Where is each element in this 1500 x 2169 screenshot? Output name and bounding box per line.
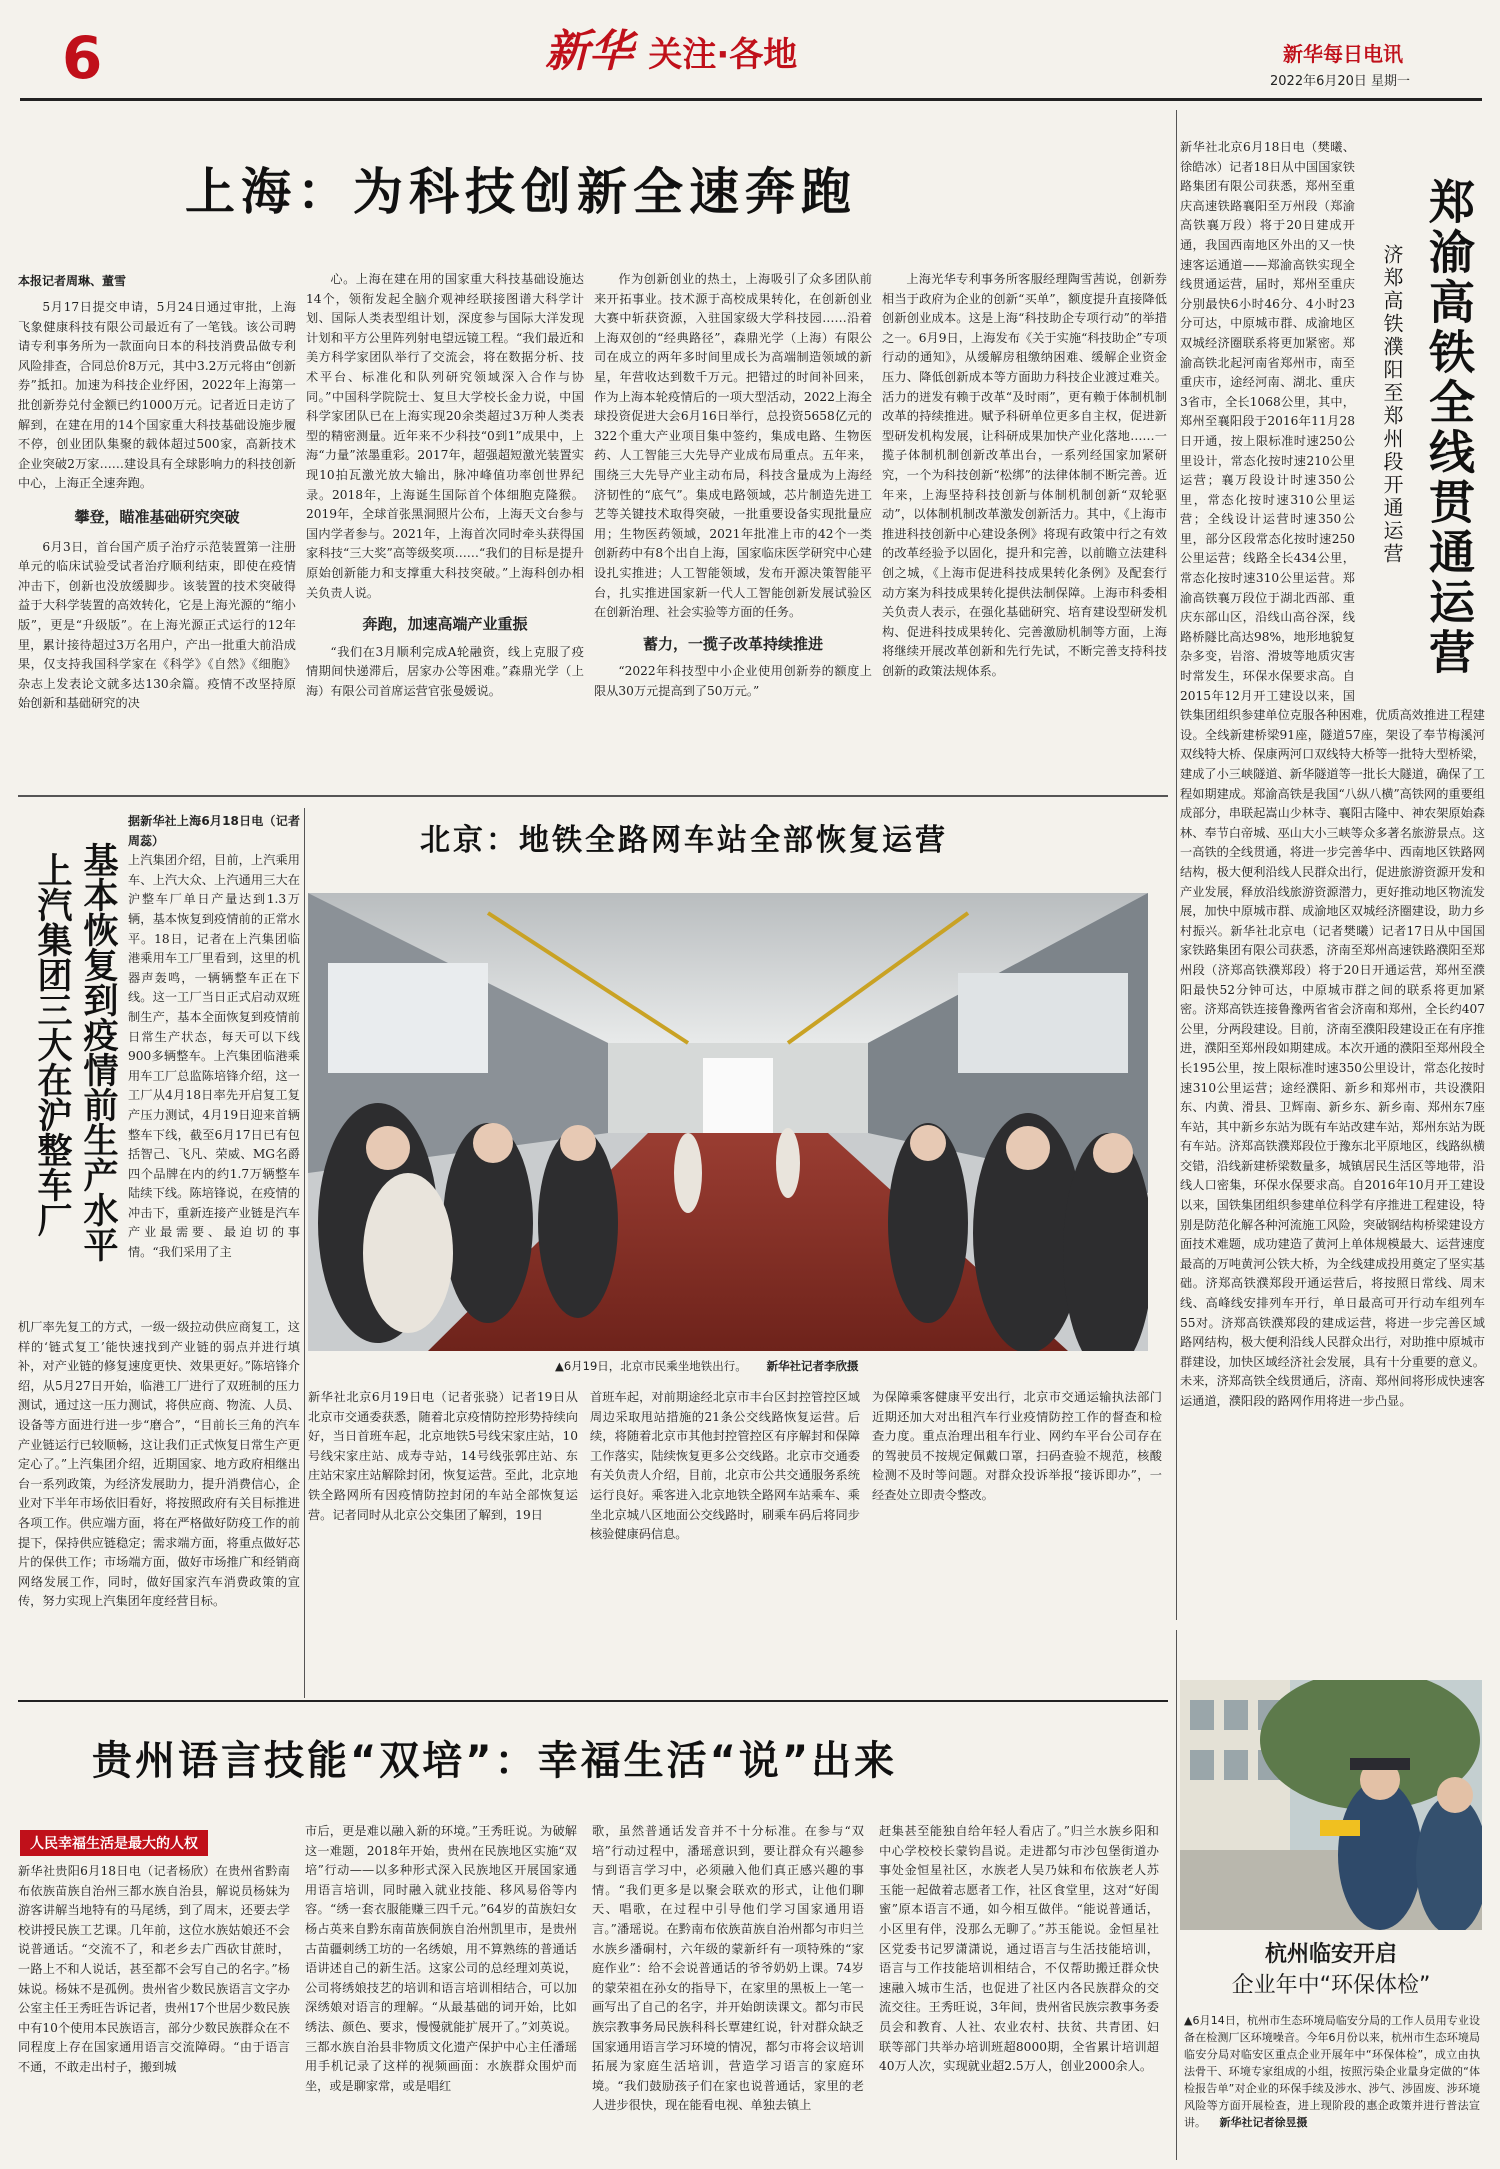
subtitle-zhengyu: 济郑高铁濮阳至郑州段开通运营 bbox=[1380, 244, 1404, 566]
zhengyu-text bbox=[1180, 138, 1485, 1728]
beijing-col-3 bbox=[872, 1388, 1162, 1688]
beijing-photo bbox=[308, 893, 1148, 1351]
guizhou-col-4-body: 赶集甚至能独自给年轻人看店了。”归兰水族乡阳和中心学校校长蒙钧昌说。走进都匀市沙包堡街道办事处金恒星社区，水族老人吴乃妹和布依族老人苏玉能一起做着志愿者工作，社区食堂里，这对“好闺蜜”原本语言不通，如今相互做伴。“能说普通话，小区里有伴，没那么无聊了。”苏玉能说。金恒星社区党委书记罗潇潇说，通过语言与生活技能培训，语言与工作技能培训相结合，不仅帮助搬迁群众快速融入城市生活，也促进了社区内各民族群众的交流交往。王秀旺说，3年间，贵州省民族宗教事务委员会和教育、人社、农业农村、扶贫、共青团、妇联等部门共举办培训班超8000期，全省累计培训超40万人次，实现就业超2.5万人，创业2000余人。 bbox=[879, 1824, 1159, 2074]
inspection-photo-illustration bbox=[1180, 1680, 1482, 1930]
shanghai-bottom-rule bbox=[18, 795, 1168, 797]
hangzhou-caption bbox=[1184, 2012, 1480, 2162]
zhengyu-left-rule bbox=[1176, 110, 1177, 1620]
headline-saic-2: 基本恢复到疫情前生产水平 bbox=[78, 842, 118, 1262]
paper-name: 新华每日电讯 bbox=[1283, 42, 1403, 66]
guizhou-col-1-body: 新华社贵阳6月18日电（记者杨欣）在贵州省黔南布依族苗族自治州三都水族自治县，解说员杨妹为游客讲解当地特有的马尾绣，到了周末，还要去学校讲授民族工艺课。几年前，这位水族姑娘还不会说普通话。“交流不了，和老乡去广西砍甘蔗时，一路上不和人说话，甚至都不会写自己的名字。”杨妹说。杨妹不是孤例。贵州省少数民族语言文字办公室主任王秀旺告诉记者，贵州17个世居少数民族中有10个使用本民族语言，部分少数民族群众在不同程度上存在国家通用语言交流障碍。“由于语言不通，不敢走出村子，搬到城 bbox=[18, 1864, 290, 2074]
issue-date: 2022年6月20日 星期一 bbox=[1270, 74, 1411, 89]
headline-hangzhou-2: 企业年中“环保体检” bbox=[1231, 1973, 1431, 1998]
beijing-col-1 bbox=[308, 1388, 578, 1688]
hangzhou-left-rule bbox=[1176, 1630, 1177, 2160]
beijing-caption-text: ▲6月19日，北京市民乘坐地铁出行。 bbox=[555, 1359, 747, 1373]
guizhou-top-rule bbox=[18, 1700, 1168, 1702]
saic-dateline: 据新华社上海6月18日电（记者周蕊） bbox=[128, 814, 300, 848]
page-number: 6 bbox=[62, 24, 103, 92]
hangzhou-caption-text: ▲6月14日，杭州市生态环境局临安分局的工作人员用专业设备在检测厂区环境噪音。今年6月份以来，杭州市生态环境局临安分局对临安区重点企业开展年中“环保体检”，成立由执法骨干、环境专家组成的小组，按照污染企业量身定做的“体检报告单”对企业的环保手续及涉水、涉气、涉固废、涉环境风险等方面开展检查，进上现阶段的惠企政策并进行普法宣讲。 bbox=[1184, 2014, 1480, 2129]
headline-beijing: 北京：地铁全路网车站全部恢复运营 bbox=[420, 823, 948, 858]
subway-car-illustration bbox=[308, 893, 1148, 1351]
shanghai-col-2-para-b: “我们在3月顺利完成A轮融资，线上克服了疫情期间快递滞后，居家办公等困难。”森鼎光学（上海）有限公司首席运营官张曼媛说。 bbox=[306, 644, 584, 698]
beijing-col-2-body: 首班车起，对前期途经北京市丰台区封控管控区域周边采取甩站措施的21条公交线路恢复运营。后续，将随着北京市其他封控管控区有序解封和保障工作落实，陆续恢复更多公交线路。北京市交通委有关负责人介绍，目前，北京市公共交通服务系统运行良好。乘客进入北京地铁全路网车站乘车、乘坐北京城八区地面公交线路时，刷乘车码后将同步核验健康码信息。 bbox=[590, 1390, 860, 1542]
guizhou-tag: 人民幸福生活是最大的人权 bbox=[20, 1830, 208, 1856]
byline-shanghai: 本报记者周琳、董雪 bbox=[18, 274, 127, 288]
headline-zhengyu: 郑渝高铁全线贯通运营 bbox=[1422, 178, 1476, 678]
guizhou-col-3-body: 歌，虽然普通话发音并不十分标准。在参与“双培”行动过程中，潘瑶意识到，要让群众有兴趣参与到语言学习中，必须融入他们真正感兴趣的事情。“我们更多是以聚会联欢的形式，让他们聊天、唱歌，在过程中引导他们学习国家通用语言。”潘瑶说。在黔南布依族苗族自治州都匀市归兰水族乡潘硐村，六年级的蒙新纤有一项特殊的“家庭作业”：给不会说普通话的爷爷奶奶上课。74岁的蒙荣祖在孙女的指导下，在家里的黑板上一笔一画写出了自己的名字，并开始朗读课文。都匀市民族宗教事务局民族科科长覃建红说，针对群众缺乏国家通用语言学习环境的情况，都匀市将会议培训拓展为家庭生活培训，营造学习语言的家庭环境。“我们鼓励孩子们在家也说普通话，家里的老人进步很快，现在能看电视、单独去镇上 bbox=[592, 1824, 864, 2113]
saic-narrow-body: 上汽集团介绍，目前，上汽乘用车、上汽大众、上汽通用三大在沪整车厂单日产量达到1.3万辆，基本恢复到疫情前的正常水平。18日，记者在上汽集团临港乘用车工厂里看到，这里的机器声轰鸣，一辆辆整车正在下线。这一工厂当日正式启动双班制生产，基本全面恢复到疫情前日常生产状态，每天可以下线900多辆整车。上汽集团临港乘用车工厂总监陈培锋介绍，这一工厂从4月18日率先开启复工复产压力测试，4月19日迎来首辆整车下线，截至6月17日已有包括智己、飞凡、荣威、MG名爵四个品牌在内的约1.7万辆整车陆续下线。陈培锋说，在疫情的冲击下，重新连接产业链是汽车产业最需要、最迫切的事情。“我们采用了主 bbox=[128, 853, 300, 1260]
shanghai-col-3-para-a: 作为创新创业的热土，上海吸引了众多团队前来开拓事业。技术源于高校成果转化，在创新创业大赛中斩获资源，入驻国家级大学科技园……沿着上海双创的“经典路径”，森鼎光学（上海）有限公司在成立的两年多时间里成长为高端制造领域的新星，年营收达到数千万元。把错过的时间补回来，作为上海本轮疫情后的一项大型活动，2022上海全球投资促进大会6月16日举行，总投资5658亿元的322个重大产业项目集中签约，集成电路、生物医药、人工智能三大先导产业成布局重点。五年来，围绕三大先导产业主动布局，科技含量成为上海经济韧性的“底气”。集成电路领域，芯片制造先进工艺等关键技术取得突破，一批重要设备实现批量应用；生物医药领域，2021年批准上市的42个一类创新药中有8个出自上海，国家临床医学研究中心建设扎实推进；人工智能领域，发布开源决策智能平台，扎实推进国家新一代人工智能创新发展试验区在创新治理、社会实验等方面的任务。 bbox=[594, 272, 872, 620]
guizhou-col-1 bbox=[18, 1862, 290, 2162]
shanghai-col-1-para-b: 6月3日，首台国产质子治疗示范装置第一注册单元的临床试验受试者治疗顺利结束，即使在疫情冲击下，创新也没放缓脚步。该装置的技术突破得益于大科学装置的高效转化，它是上海光源的“缩小版”，更是“升级版”。在上海光源正式运行的12年里，累计接待超过3万名用户，产出一批重大前沿成果，仅支持我国科学家在《科学》《自然》《细胞》杂志上发表论文就多达130余篇。疫情不改坚持原始创新和基础研究的决 bbox=[18, 539, 296, 711]
zhengyu-body: 新华社北京6月18日电（樊曦、徐皓冰）记者18日从中国国家铁路集团有限公司获悉，郑州至重庆高速铁路襄阳至万州段（郑渝高铁襄万段）将于20日建成开通，我国西南地区外出的又一快速客运通道——郑渝高铁实现全线贯通运营，届时，郑州至重庆分别最快6小时46分、4小时23分可达，中原城市群、成渝地区双城经济圈联系将更加紧密。郑渝高铁北起河南省郑州市，南至重庆市，途经河南、湖北、重庆3省市，全长1068公里，其中，郑州至襄阳段于2016年11月28日开通，按上限标准时速250公里设计，常态化按时速210公里运营；襄万段设计时速350公里，常态化按时速310公里运营；全线设计运营时速350公里，部分区段常态化按时速250公里运营；线路全长434公里，常态化按时速310公里运营。郑渝高铁襄万段位于湖北西部、重庆东部山区，沿线山高谷深，线路桥隧比高达98%，地形地貌复杂多变，岩溶、滑坡等地质灾害时常发生，环保水保要求高。自2015年12月开工建设以来，国铁集团组织参建单位克服各种困难，优质高效推进工程建设。全线新建桥梁91座，隧道57座，架设了奉节梅溪河双线特大桥、保康两河口双线特大桥等一批特大型桥梁，建成了小三峡隧道、新华隧道等一批长大隧道，确保了工程如期建成。郑渝高铁是我国“八纵八横”高铁网的重要组成部分，串联起嵩山少林寺、襄阳古隆中、神农架原始森林、奉节白帝城、巫山大小三峡等众多著名旅游景点。这一高铁的全线贯通，将进一步完善华中、西南地区铁路网结构，极大便利沿线人民群众出行，促进旅游资源开发和产业发展，释放沿线旅游资源潜力，更好推动地区物流发展，加快中原城市群、成渝地区双城经济圈建设，助力乡村振兴。新华社北京电（记者樊曦）记者17日从中国国家铁路集团有限公司获悉，济南至郑州高速铁路濮阳至郑州段（济郑高铁濮郑段）将于20日开通运营，郑州至濮阳最快52分钟可达，中原城市群之间的联系将更加紧密。济郑高铁连接鲁豫两省省会济南和郑州，全长约407公里，分两段建设。目前，济南至濮阳段建设正在有序推进，濮阳至郑州段如期建成。本次开通的濮阳至郑州段全长195公里，按上限标准时速350公里设计，常态化按时速310公里运营；途经濮阳、新乡和郑州市，共设濮阳东、内黄、滑县、卫辉南、新乡东、新乡南、郑州东7座车站，其中新乡东站为既有车站改建车站，郑州东站为既有车站。济郑高铁濮郑段位于豫东北平原地区，线路纵横交错，沿线新建桥梁数量多，城镇居民生活区等地带，沿线人口密集，环保水保要求高。自2016年10月开工建设以来，国铁集团组织参建单位科学有序推进工程建设，特别是防范化解各种河流施工风险，突破钢结构桥梁建设方面技术难题，成功建造了黄河上单体规模最大、运营速度最高的万吨黄河公铁大桥，为全线建成投用奠定了坚实基础。济郑高铁濮郑段开通运营后，将按照日常线、周末线、高峰线安排列车开行，单日最高可开行动车组列车55对。济郑高铁濮郑段的建成运营，将进一步完善区域路网结构，极大便利沿线人民群众出行，对助推中原城市群建设，加快区域经济社会发展，具有十分重要的意义。未来，济郑高铁全线贯通后，济南、郑州间将形成快速客运通道，濮阳段的路网作用将进一步凸显。 bbox=[1180, 140, 1485, 1408]
guizhou-col-2 bbox=[305, 1822, 577, 2162]
zhengyu-heading-block bbox=[1363, 138, 1485, 690]
shanghai-col-2-para-a: 心。上海在建在用的国家重大科技基础设施达14个，领衔发起全脑介观神经联接图谱大科学计划、国际人类表型组计划，深度参与国际大洋发现计划和平方公里阵列射电望远镜工程。“我们最近和美方科学家团队举行了交流会，将在数据分析、技术平台、标准化和队列研究领域深入合作与协同。”中国科学院院士、复旦大学校长金力说，中国科学家团队已在上海实现20余类超过3万种人类表型的精密测量。近年来不少科技“0到1”成果中，上海“力量”浓墨重彩。2017年，超强超短激光装置实现10拍瓦激光放大输出，脉冲峰值功率创世界纪录。2018年，上海诞生国际首个体细胞克隆猴。2019年，全球首张黑洞照片公布，上海天文台参与国内学者参与。2021年，上海首次同时牵头获得国家科技“三大奖”高等级奖项……“我们的目标是提升原始创新能力和支撑重大科技突破。”上海科创办相关负责人说。 bbox=[306, 272, 584, 600]
beijing-photo-caption bbox=[555, 1358, 858, 1374]
hangzhou-photo bbox=[1180, 1680, 1482, 1930]
beijing-col-2 bbox=[590, 1388, 860, 1688]
headline-guizhou: 贵州语言技能“双培”：幸福生活“说”出来 bbox=[92, 1738, 898, 1784]
header-rule bbox=[20, 98, 1482, 101]
shanghai-subhead-3: 蓄力，一揽子改革持续推进 bbox=[642, 634, 823, 653]
masthead-section: 关注·各地 bbox=[648, 35, 798, 75]
saic-heading-block bbox=[20, 812, 130, 1317]
headline-hangzhou-1: 杭州临安开启 bbox=[1264, 1942, 1397, 1967]
shanghai-col-3-para-b: “2022年科技型中小企业使用创新券的额度上限从30万元提高到了50万元。” bbox=[594, 664, 872, 698]
shanghai-subhead-1: 攀登，瞄准基础研究突破 bbox=[74, 507, 240, 526]
shanghai-col-2 bbox=[306, 270, 584, 778]
saic-narrow-text bbox=[128, 812, 300, 1317]
shanghai-col-1-para-a: 5月17日提交申请，5月24日通过审批，上海飞象健康科技有限公司最近有了一笔钱。该公司聘请专利事务所为一款面向日本的科技消费品做专利风险排查，合同总价8万元，其中3.2万元将由“创新券”抵扣。加速为科技企业纾困，2022年上海第一批创新券兑付金额已约1000万元。记者近日走访了解到，在建在用的14个国家重大科技基础设施步履不停，创业团队集聚的载体超过500家，高新技术企业突破2万家……建设具有全球影响力的科技创新中心，上海正全速奔跑。 bbox=[18, 300, 296, 491]
guizhou-col-4 bbox=[879, 1822, 1159, 2162]
shanghai-col-4 bbox=[882, 270, 1167, 778]
beijing-col-1-body: 新华社北京6月19日电（记者张骁）记者19日从北京市交通委获悉，随着北京疫情防控形势持续向好，当日首班车起，北京地铁5号线宋家庄站，10号线宋家庄站、成寿寺站，14号线张郭庄站、东庄站宋家庄站解除封闭，恢复运营。至此，北京地铁全路网所有因疫情防控封闭的车站全部恢复运营。记者同时从北京公交集团了解到，19日 bbox=[308, 1390, 578, 1522]
guizhou-col-3 bbox=[592, 1822, 864, 2162]
saic-wide-body: 机厂率先复工的方式，一级一级拉动供应商复工，这样的‘链式复工’能快速找到产业链的弱点并进行填补，对产业链的修复速度更快、效果更好。”陈培锋介绍，从5月27日开始，临港工厂进行了双班制的压力测试，通过这一压力测试，将供应商、物流、人员、设备等方面进行进一步“磨合”，“目前长三角的汽车产业链运行已较顺畅，这让我们正式恢复日常生产更定心了。”上汽集团介绍，近期国家、地方政府相继出台一系列政策，为经济发展助力，提升消费信心，企业对下半年市场依旧看好，将按照政府有关目标推进各项工作。供应端方面，将在严格做好防疫工作的前提下，保持供应链稳定；需求端方面，将重点做好芯片的保供工作；市场端方面，做好市场推广和经销商网络发展工作，同时，做好国家汽车消费政策的宣传，努力实现上汽集团年度经营目标。 bbox=[18, 1320, 300, 1609]
hangzhou-heading bbox=[1180, 1940, 1482, 2002]
guizhou-col-2-body: 市后，更是难以融入新的环境。”王秀旺说。为破解这一难题，2018年开始，贵州在民族地区实施“双培”行动——以多种形式深入民族地区开展国家通用语言培训，同时融入就业技能、移风易俗等内容。“绣一套衣服能赚三四千元。”64岁的苗族妇女杨占英来自黔东南苗族侗族自治州凯里市，是贵州古苗疆刺绣工坊的一名绣娘，用不算熟练的普通话语讲述自己的新生活。这家公司的总经理刘英说，公司将绣娘技艺的培训和语言培训相结合，可以加深绣娘对语言的理解。“从最基础的词开始，比如绣法、颜色、要求，慢慢就能扩展开了。”刘英说。三都水族自治县非物质文化遗产保护中心主任潘瑶用手机记录了这样的视频画面：水族群众围炉而坐，或是聊家常，或是唱红 bbox=[305, 1824, 577, 2093]
shanghai-col-3 bbox=[594, 270, 872, 778]
saic-wide-text bbox=[18, 1318, 300, 1696]
beijing-photo-credit: 新华社记者李欣摄 bbox=[766, 1359, 859, 1373]
masthead bbox=[545, 24, 797, 83]
shanghai-col-1 bbox=[18, 298, 296, 778]
shanghai-subhead-2: 奔跑，加速高端产业重振 bbox=[362, 615, 528, 634]
headline-shanghai: 上海：为科技创新全速奔跑 bbox=[185, 163, 857, 221]
hangzhou-photo-credit: 新华社记者徐昱摄 bbox=[1219, 2116, 1308, 2129]
headline-saic-1: 上汽集团三大在沪整车厂 bbox=[32, 852, 72, 1237]
shanghai-col-4-para-a: 上海光华专利事务所客服经理陶雪茜说，创新券相当于政府为企业的创新“买单”，额度提升直接降低创新创业成本。这是上海“科技助企专项行动”的举措之一。6月9日，上海发布《关于实施“科技助企”专项行动的通知》，从缓解房租缴纳困难、缓解企业资金压力、降低创新成本等方面助力科技企业渡过难关。活力的迸发有赖于改革“及时雨”，更有赖于体制机制改革的持续推进。赋予科研单位更多自主权，促进新型研发机构发展，让科研成果加快产业化落地……一揽子体制机制创新改革出台，一系列经国家加紧研究，一个为科技创新“松绑”的法律体制不断完善。近年来，上海坚持科技创新与体制机制创新“双轮驱动”，以体制机制改革激发创新活力。其中，《上海市推进科技创新中心建设条例》将现有政策中行之有效的改革经验予以固化，提升和完善，以前瞻立法建科创之城，《上海市促进科技成果转化条例》及配套行动方案为科技成果转化提供法制保障。上海市科委相关负责人表示，在强化基础研究、培育建设型研发机构、促进科技成果转化、完善激励机制等方面，上海将继续开展改革创新和先行先试，不断完善支持科技创新的政策法规体系。 bbox=[882, 272, 1167, 678]
beijing-col-3-body: 为保障乘客健康平安出行，北京市交通运输执法部门近期还加大对出租汽车行业疫情防控工作的督查和检查力度。重点治理出租车行业、网约车平台公司存在的驾驶员不按规定佩戴口罩，扫码查验不规范，核酸检测不及时等问题。对群众投诉举报“接诉即办”，一经查处立即责令整改。 bbox=[872, 1390, 1162, 1502]
saic-right-rule bbox=[304, 808, 305, 1698]
masthead-brand: 新华 bbox=[545, 26, 633, 77]
